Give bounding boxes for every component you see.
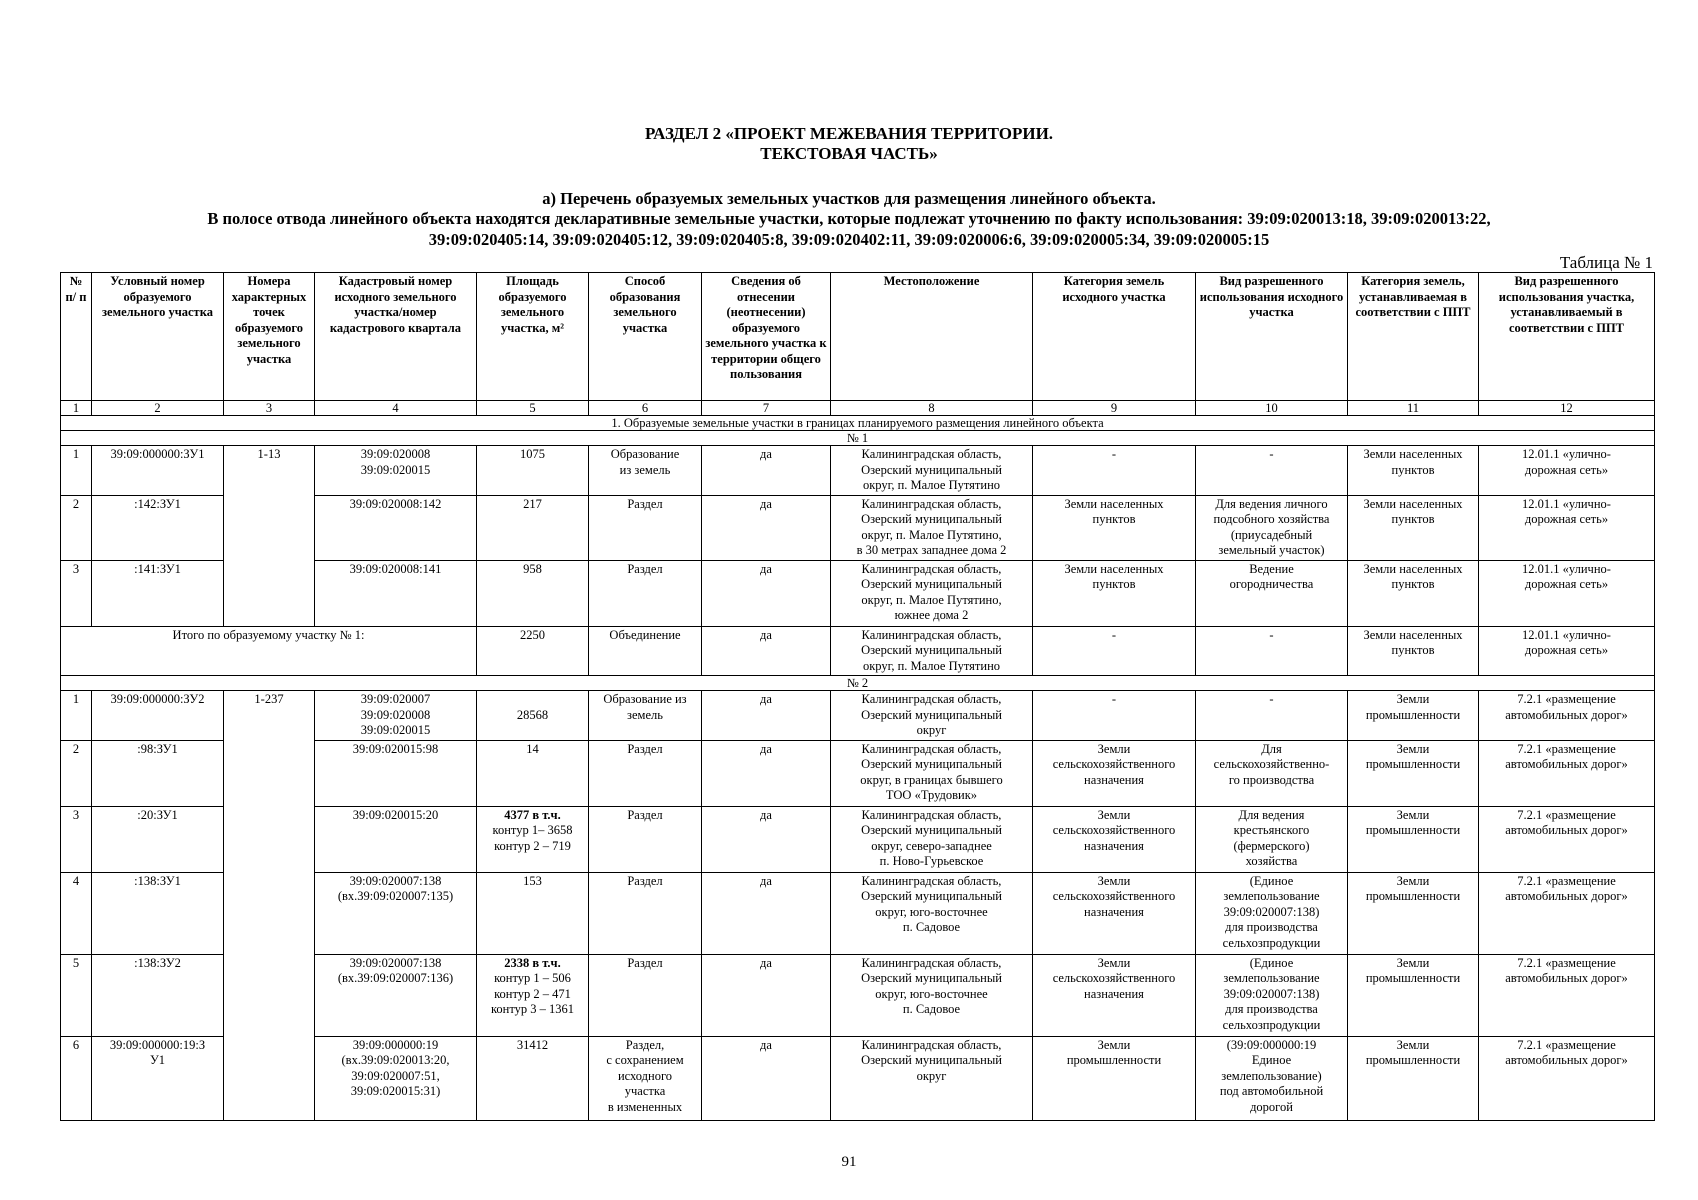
cell-category-ppt: Земли населенных пунктов [1348,495,1479,560]
cell-public: да [702,740,831,806]
cell-points: 1-13 [224,446,315,627]
column-number: 12 [1479,401,1655,416]
cell-points: 1-237 [224,691,315,1121]
cell-public: да [702,1036,831,1120]
cell-cadastral: 39:09:000000:19 (вх.39:09:020013:20, 39:09:020007:51, 39:09:020015:31) [315,1036,477,1120]
cell-method: Раздел [589,872,702,954]
cell-category-ppt: Земли населенных пунктов [1348,446,1479,496]
header-cell: Вид разрешенного использования исходного участка [1196,273,1348,401]
cell-zu: :141:ЗУ1 [92,560,224,626]
cell-public: да [702,446,831,496]
table-row [61,446,1655,496]
cell-category-ppt: Земли промышленности [1348,954,1479,1036]
cell-category-ppt: Земли промышленности [1348,806,1479,872]
cell-cadastral: 39:09:020015:20 [315,806,477,872]
cell-permitted-use-ppt: 12.01.1 «улично- дорожная сеть» [1479,446,1655,496]
group-label-row [61,431,1655,446]
cell-category-ppt: Земли промышленности [1348,1036,1479,1120]
column-number: 7 [702,401,831,416]
cell-permitted-use: - [1196,691,1348,741]
column-number: 11 [1348,401,1479,416]
cell-permitted-use: Ведение огородничества [1196,560,1348,626]
total-area: 2250 [477,626,589,676]
cell-method: Раздел [589,560,702,626]
cell-category: Земли населенных пунктов [1033,495,1196,560]
total-location: Калининградская область, Озерский муниципальный округ, п. Малое Путятино [831,626,1033,676]
cell-index: 3 [61,560,92,626]
cell-area: 31412 [477,1036,589,1120]
header-cell: Категория земель, устанавливаемая в соответствии с ППТ [1348,273,1479,401]
cell-index: 1 [61,446,92,496]
total-public: да [702,626,831,676]
cell-method: Раздел [589,740,702,806]
subtitle-line2: В полосе отвода линейного объекта находятся декларативные земельные участки, которые подлежат уточнению по факту использования: 39:09:020013:18, 39:09:020013:22, [207,209,1491,228]
table-header-row [61,273,1655,401]
cell-index: 6 [61,1036,92,1120]
total-category-ppt: Земли населенных пунктов [1348,626,1479,676]
cell-permitted-use-ppt: 7.2.1 «размещение автомобильных дорог» [1479,740,1655,806]
cell-category: - [1033,691,1196,741]
cell-method: Раздел [589,495,702,560]
header-cell: № п/ п [61,273,92,401]
cell-category: Земли населенных пунктов [1033,560,1196,626]
cell-permitted-use-ppt: 12.01.1 «улично- дорожная сеть» [1479,495,1655,560]
cell-cadastral: 39:09:020007:138 (вх.39:09:020007:135) [315,872,477,954]
total-category: - [1033,626,1196,676]
total-label: Итого по образуемому участку № 1: [61,626,477,676]
cell-category: Земли промышленности [1033,1036,1196,1120]
cell-cadastral: 39:09:020007:138 (вх.39:09:020007:136) [315,954,477,1036]
cell-cadastral: 39:09:020015:98 [315,740,477,806]
column-number-row [61,401,1655,416]
total-permitted-use-ppt: 12.01.1 «улично- дорожная сеть» [1479,626,1655,676]
cell-category: Земли сельскохозяйственного назначения [1033,806,1196,872]
cell-method: Образование из земель [589,446,702,496]
cell-permitted-use-ppt: 7.2.1 «размещение автомобильных дорог» [1479,691,1655,741]
area-contours: контур 1 – 506 контур 2 – 471 контур 3 – 1361 [490,971,575,1016]
cell-zu: :138:ЗУ1 [92,872,224,954]
section-title-line2: ТЕКСТОВАЯ ЧАСТЬ» [760,144,938,163]
cell-index: 3 [61,806,92,872]
cell-category: Земли сельскохозяйственного назначения [1033,872,1196,954]
column-number: 4 [315,401,477,416]
cell-category: - [1033,446,1196,496]
cell-zu: :20:ЗУ1 [92,806,224,872]
table-label: Таблица № 1 [1559,253,1653,272]
total-method: Объединение [589,626,702,676]
cell-public: да [702,495,831,560]
cell-zu: 39:09:000000:ЗУ2 [92,691,224,741]
cell-zu: :138:ЗУ2 [92,954,224,1036]
cell-method: Раздел [589,954,702,1036]
page-number: 91 [841,1154,857,1170]
cell-location: Калининградская область, Озерский муниципальный округ [831,1036,1033,1120]
cell-location: Калининградская область, Озерский муниципальный округ [831,691,1033,741]
cell-area [477,954,589,1036]
column-number: 5 [477,401,589,416]
column-number: 9 [1033,401,1196,416]
cell-category: Земли сельскохозяйственного назначения [1033,954,1196,1036]
cell-area: 1075 [477,446,589,496]
cell-area: 153 [477,872,589,954]
header-cell: Местоположение [831,273,1033,401]
cell-index: 1 [61,691,92,741]
cell-permitted-use: (Единое землепользование 39:09:020007:138) для производства сельхозпродукции [1196,954,1348,1036]
cell-permitted-use: Для сельскохозяйственно- го производства [1196,740,1348,806]
cell-index: 2 [61,495,92,560]
cell-permitted-use: (39:09:000000:19 Единое землепользование) под автомобильной дорогой [1196,1036,1348,1120]
cell-zu: 39:09:000000:19:З У1 [92,1036,224,1120]
cell-location: Калининградская область, Озерский муниципальный округ, в границах бывшего ТОО «Трудовик» [831,740,1033,806]
cell-area [477,806,589,872]
cell-category-ppt: Земли промышленности [1348,691,1479,741]
cell-permitted-use: - [1196,446,1348,496]
subtitle-line3: 39:09:020405:14, 39:09:020405:12, 39:09:020405:8, 39:09:020402:11, 39:09:020006:6, 39:09:020005:34, 39:09:020005:15 [428,230,1270,249]
cell-category-ppt: Земли населенных пунктов [1348,560,1479,626]
cell-index: 5 [61,954,92,1036]
cell-zu: :142:ЗУ1 [92,495,224,560]
land-plots-table [60,272,1655,1121]
cell-area: 14 [477,740,589,806]
cell-location: Калининградская область, Озерский муниципальный округ, юго-восточнее п. Садовое [831,954,1033,1036]
header-cell: Вид разрешенного использования участка, устанавливаемый в соответствии с ППТ [1479,273,1655,401]
cell-area: 958 [477,560,589,626]
area-total: 2338 в т.ч. [504,955,561,970]
header-cell: Сведения об отнесении (неотнесении) образуемого земельного участка к территории общего пользования [702,273,831,401]
cell-method: Раздел, с сохранением исходного участка в измененных [589,1036,702,1120]
cell-permitted-use: Для ведения личного подсобного хозяйства (приусадебный земельный участок) [1196,495,1348,560]
section-heading: 1. Образуемые земельные участки в границах планируемого размещения линейного объекта [61,416,1655,431]
cell-cadastral: 39:09:020008:142 [315,495,477,560]
column-number: 6 [589,401,702,416]
cell-cadastral: 39:09:020007 39:09:020008 39:09:020015 [315,691,477,741]
cell-category: Земли сельскохозяйственного назначения [1033,740,1196,806]
cell-zu: :98:ЗУ1 [92,740,224,806]
cell-index: 4 [61,872,92,954]
column-number: 8 [831,401,1033,416]
cell-category-ppt: Земли промышленности [1348,872,1479,954]
cell-method: Образование из земель [589,691,702,741]
cell-permitted-use: (Единое землепользование 39:09:020007:138) для производства сельхозпродукции [1196,872,1348,954]
cell-public: да [702,691,831,741]
section-row [61,416,1655,431]
cell-public: да [702,954,831,1036]
cell-zu: 39:09:000000:ЗУ1 [92,446,224,496]
area-contours: контур 1– 3658 контур 2 – 719 [492,823,573,853]
header-cell: Условный номер образуемого земельного участка [92,273,224,401]
cell-permitted-use-ppt: 7.2.1 «размещение автомобильных дорог» [1479,1036,1655,1120]
cell-location: Калининградская область, Озерский муниципальный округ, п. Малое Путятино, в 30 метрах западнее дома 2 [831,495,1033,560]
cell-permitted-use-ppt: 7.2.1 «размещение автомобильных дорог» [1479,954,1655,1036]
cell-location: Калининградская область, Озерский муниципальный округ, юго-восточнее п. Садовое [831,872,1033,954]
cell-area: 28568 [477,691,589,741]
cell-permitted-use: Для ведения крестьянского (фермерского) хозяйства [1196,806,1348,872]
section-title-line1: РАЗДЕЛ 2 «ПРОЕКТ МЕЖЕВАНИЯ ТЕРРИТОРИИ. [644,124,1054,143]
cell-location: Калининградская область, Озерский муниципальный округ, северо-западнее п. Ново-Гурьевское [831,806,1033,872]
total-permitted-use: - [1196,626,1348,676]
cell-cadastral: 39:09:020008 39:09:020015 [315,446,477,496]
group-label: № 2 [61,676,1655,691]
column-number: 3 [224,401,315,416]
cell-area: 217 [477,495,589,560]
subtitle-line1: а) Перечень образуемых земельных участков для размещения линейного объекта. [542,189,1156,208]
cell-permitted-use-ppt: 12.01.1 «улично- дорожная сеть» [1479,560,1655,626]
cell-method: Раздел [589,806,702,872]
header-cell: Способ образования земельного участка [589,273,702,401]
column-number: 10 [1196,401,1348,416]
header-cell: Площадь образуемого земельного участка, м² [477,273,589,401]
cell-location: Калининградская область, Озерский муниципальный округ, п. Малое Путятино [831,446,1033,496]
group-label: № 1 [61,431,1655,446]
header-cell: Кадастровый номер исходного земельного участка/номер кадастрового квартала [315,273,477,401]
total-row [61,626,1655,676]
cell-location: Калининградская область, Озерский муниципальный округ, п. Малое Путятино, южнее дома 2 [831,560,1033,626]
cell-public: да [702,872,831,954]
header-cell: Категория земель исходного участка [1033,273,1196,401]
cell-cadastral: 39:09:020008:141 [315,560,477,626]
column-number: 1 [61,401,92,416]
header-cell: Номера характерных точек образуемого земельного участка [224,273,315,401]
cell-public: да [702,560,831,626]
table-row [61,691,1655,741]
cell-category-ppt: Земли промышленности [1348,740,1479,806]
cell-index: 2 [61,740,92,806]
cell-permitted-use-ppt: 7.2.1 «размещение автомобильных дорог» [1479,872,1655,954]
cell-permitted-use-ppt: 7.2.1 «размещение автомобильных дорог» [1479,806,1655,872]
area-total: 4377 в т.ч. [504,807,561,822]
group-label-row [61,676,1655,691]
column-number: 2 [92,401,224,416]
cell-public: да [702,806,831,872]
